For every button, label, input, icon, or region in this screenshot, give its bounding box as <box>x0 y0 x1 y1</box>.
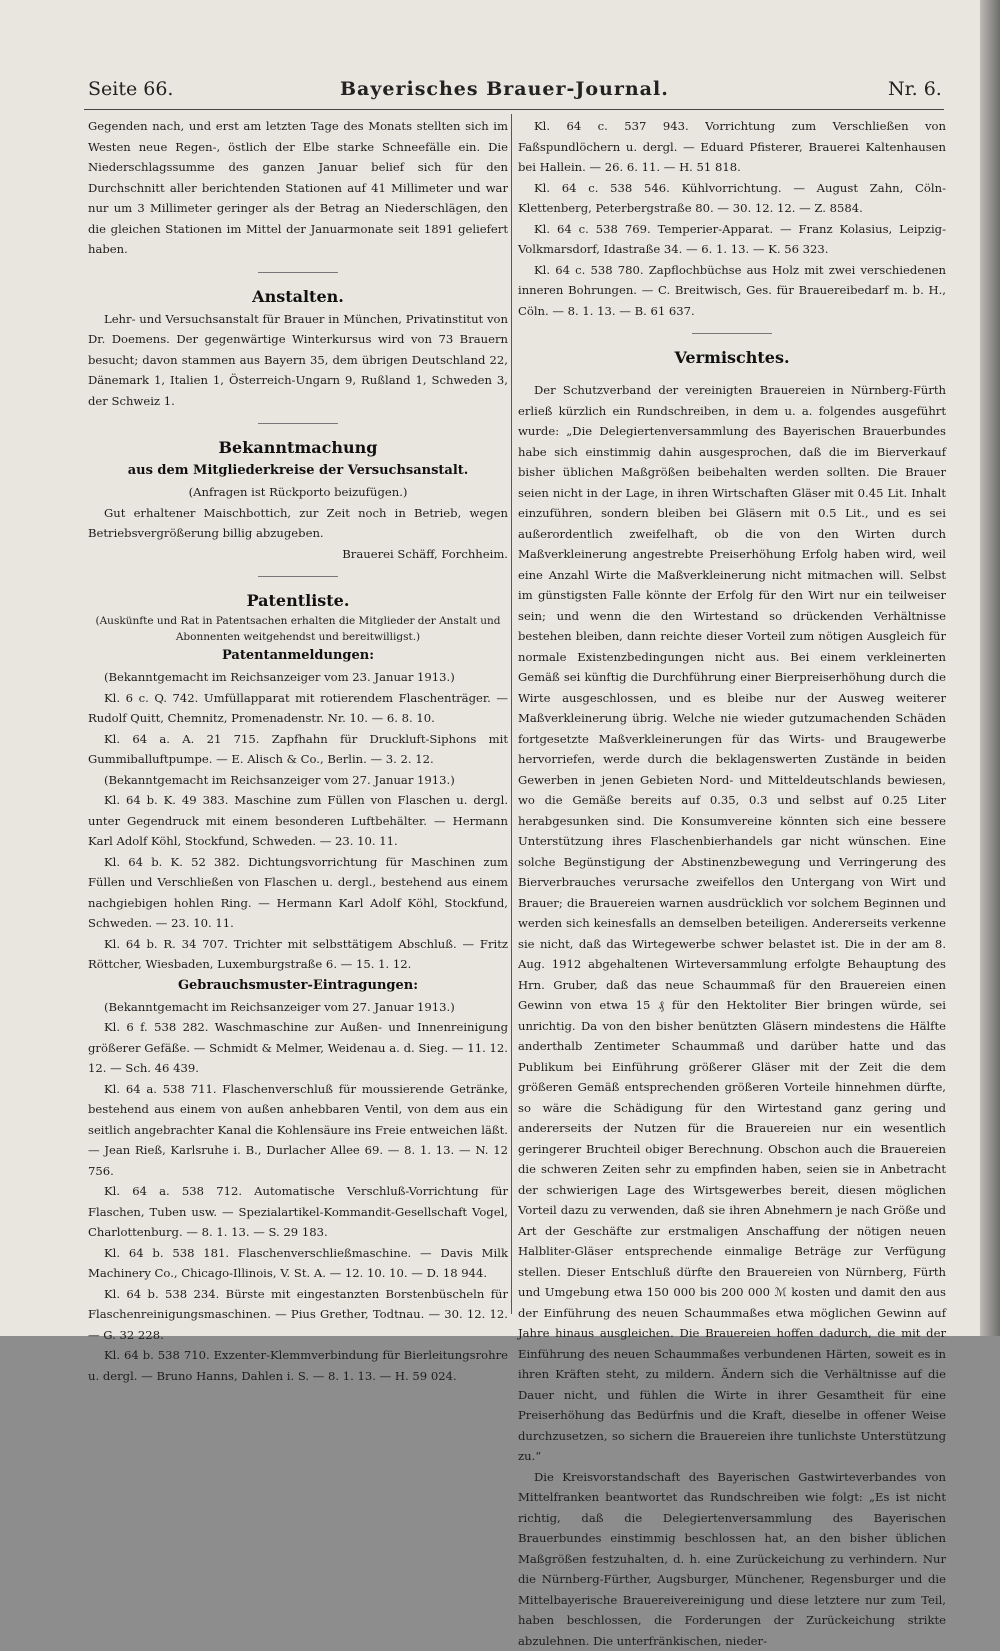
section-title-bekanntmachung: Bekanntmachung <box>88 436 508 460</box>
right-column <box>518 116 946 1651</box>
gebrauchsmuster-title: Gebrauchsmuster-Eintragungen: <box>88 975 508 997</box>
gebrauchsmuster-entry: Kl. 64 a. 538 711. Flaschenverschluß für moussierende Getränke, bestehend aus einem von außen anhebbaren Ventil, von dem aus ein seitlich angebrachter Kanal die Kohlensäure ins Freie entweichen läßt. — Jean Rieß, Karlsruhe i. B., Durlacher Allee 69. — 8. 1. 13. — N. 12 756. <box>88 1079 508 1182</box>
gebrauchsmuster-entry: Kl. 64 b. 538 181. Flaschenverschließmaschine. — Davis Milk Machinery Co., Chicago-Illinois, V. St. A. — 12. 10. 10. — D. 18 944. <box>88 1243 508 1284</box>
patent-entry: (Bekanntgemacht im Reichsanzeiger vom 27. Januar 1913.) <box>88 770 508 791</box>
page-number: Seite 66. <box>88 78 173 102</box>
patent-entry: Kl. 64 b. K. 49 383. Maschine zum Füllen von Flaschen u. dergl. unter Gegendruck mit einem besonderen Luftbehälter. — Hermann Karl Adolf Köhl, Stockfund, Schweden. — 23. 10. 11. <box>88 790 508 852</box>
vermischtes-paragraph: Die Kreisvorstandschaft des Bayerischen Gastwirteverbandes von Mittelfranken beantwortet das Rundschreiben wie folgt: „Es ist nicht richtig, daß die Delegiertenversammlung des Bayerischen Brauerbundes einstimmig beschlossen hat, an den bisher üblichen Maßgrößen festzuhalten, d. h. eine Zurückeichung zu verhindern. Nur die Nürnberg-Fürther, Augsburger, Münchener, Regensburger und die Mittelbayerische Brauereivereinigung und diese letztere nur zum Teil, haben beschlossen, die Forderungen der Zurückeichung strikte abzulehnen. Die unterfränkischen, nieder- <box>518 1467 946 1651</box>
gebrauchsmuster-entry: Kl. 64 b. 538 710. Exzenter-Klemmverbindung für Bierleitungsrohre u. dergl. — Bruno Hanns, Dahlen i. S. — 8. 1. 13. — H. 59 024. <box>88 1345 508 1386</box>
gebrauchsmuster-entry: Kl. 64 c. 538 780. Zapflochbüchse aus Holz mit zwei verschiedenen inneren Bohrungen. — C. Breitwisch, Ges. für Brauereibedarf m. b. H., Cöln. — 8. 1. 13. — B. 61 637. <box>518 260 946 322</box>
gebrauchsmuster-entry: Kl. 64 b. 538 234. Bürste mit eingestanzten Borstenbüscheln für Flaschenreinigungsmaschinen. — Pius Grether, Todtnau. — 30. 12. 12. — G. 32 228. <box>88 1284 508 1346</box>
section-title-vermischtes: Vermischtes. <box>518 346 946 370</box>
patent-entry: Kl. 64 b. K. 52 382. Dichtungsvorrichtung für Maschinen zum Füllen und Verschließen von Flaschen u. dergl., bestehend aus einem nachgiebigen hohlen Ring. — Hermann Karl Adolf Köhl, Stockfund, Schweden. — 23. 10. 11. <box>88 852 508 934</box>
column-divider <box>511 114 512 1314</box>
gebrauchsmuster-entry: Kl. 64 c. 538 546. Kühlvorrichtung. — August Zahn, Cöln-Klettenberg, Peterbergstraße 80. — 30. 12. 12. — Z. 8584. <box>518 178 946 219</box>
patent-entry: Kl. 64 b. R. 34 707. Trichter mit selbsttätigem Abschluß. — Fritz Röttcher, Wiesbaden, Luxemburgstraße 6. — 15. 1. 12. <box>88 934 508 975</box>
patentanmeldungen-title: Patentanmeldungen: <box>88 645 508 667</box>
page-edge-shadow <box>980 0 1000 1336</box>
left-column <box>88 116 508 1386</box>
section-title-patentliste: Patentliste. <box>88 589 508 613</box>
section-divider <box>692 333 772 334</box>
patentliste-note: (Auskünfte und Rat in Patentsachen erhalten die Mitglieder der Anstalt und Abonnenten weitgehendst und bereitwilligst.) <box>88 613 508 645</box>
section-divider <box>258 272 338 273</box>
section-title-anstalten: Anstalten. <box>88 285 508 309</box>
bekanntmachung-note: (Anfragen ist Rückporto beizufügen.) <box>88 482 508 503</box>
section-divider <box>258 423 338 424</box>
issue-number: Nr. 6. <box>888 78 942 102</box>
section-divider <box>258 576 338 577</box>
vermischtes-paragraph: Der Schutzverband der vereinigten Brauereien in Nürnberg-Fürth erließ kürzlich ein Rundschreiben, in dem u. a. folgendes ausgeführt wurde: „Die Delegiertenversammlung des Bayerischen Brauerbundes habe sich einstimmig dahin ausgesprochen, daß die im Bierverkauf bisher üblichen Maßgrößen beibehalten werden sollten. Die Brauer seien nicht in der Lage, in ihren Wirtschaften Gläser mit 0.45 Lit. Inhalt einzuführen, sondern bleiben bei Gläsern mit 0.5 Lit., und es sei außerordentlich zweifelhaft, ob die von den Wirten durch Maßverkleinerung angestrebte Preiserhöhung Erfolg haben wird, weil eine Anzahl Wirte die Maßverkleinerung nicht mitmachen will. Selbst im günstigsten Falle könnte der Erfolg für den Wirt nur ein teilweiser sein; und wenn die den Wirtestand so drückenden Verhältnisse bestehen bleiben, dann reichte dieser Vorteil zum nötigen Ausgleich für normale Existenzbedingungen nicht aus. Bei einem verkleinerten Gemäß sei künftig die Durchführung einer Bierpreiserhöhung durch die Wirte ausgeschlossen, und es bleibe nur der Ausweg weiterer Maßverkleinerung übrig. Welche nie wieder gutzumachenden Schäden fortgesetzte Maßverkleinerungen für das Wirts- und Braugewerbe hervorriefen, werde durch die beklagenswerten Zustände in beiden Gewerben in jenen Gebieten Nord- und Mitteldeutschlands bewiesen, wo die Gemäße bereits auf 0.35, 0.3 und selbst auf 0.25 Liter herabgesunken sind. Die Konsumvereine könnten sich eine bessere Unterstützung ihres Flaschenbierhandels gar nicht wünschen. Eine solche Begünstigung der Abstinenzbewegung und Verringerung des Bierverbrauches verursache zweifellos den Untergang von Wirt und Brauer; die Brauereien warnen ausdrücklich vor solchem Beginnen und werden sich keinesfalls an demselben beteiligen. Andererseits verkenne sie nicht, daß das Wirtegewerbe schwer belastet ist. Die in der am 8. Aug. 1912 abgehaltenen Wirteversammlung erfolgte Behauptung des Hrn. Gruber, daß das neue Schaummaß für den Brauereien einen Gewinn von etwa 15 ₰ für den Hektoliter Bier bringen würde, sei unrichtig. Da von den bisher benützten Gläsern mindestens die Hälfte anderthalb Zentimeter Schaummaß und darüber hatte und das Publikum bei Einführung größerer Gläser mit der Zeit die dem größeren Gemäß entsprechenden größeren Vorteile hinnehmen dürfte, so wäre die Schädigung für den Wirtestand ganz gering und andererseits der Nutzen für die Brauereien nur ein wesentlich geringerer Bruchteil obiger Berechnung. Obschon auch die Brauereien die schweren Zeiten sehr zu empfinden haben, seien sie in Anbetracht der schwierigen Lage des Wirtsgewerbes bereit, diesen möglichen Vorteil dazu zu verwenden, daß sie ihren Abnehmern je nach Größe und Art der Geschäfte zur erstmaligen Anschaffung der nötigen neuen Halbliter-Gläser entsprechende einmalige Beträge zur Verfügung stellen. Dieser Entschluß dürfte den Brauereien von Nürnberg, Fürth und Umgebung etwa 150 000 bis 200 000 ℳ kosten und damit den aus der Einführung des neuen Schaummaßes etwa möglichen Gewinn auf Jahre hinaus ausgleichen. Die Brauereien hoffen dadurch, die mit der Einführung des neuen Schaummaßes verbundenen Härten, soweit es in ihren Kräften steht, zu mildern. Ändern sich die Verhältnisse auf die Dauer nicht, und fühlen die Wirte in ihrer Gesamtheit für eine Preiserhöhung das Bedürfnis und die Kraft, dieselbe in offener Weise durchzusetzen, so sichern die Brauereien ihre tunlichste Unterstützung zu.“ <box>518 380 946 1467</box>
patent-entry: Kl. 64 a. A. 21 715. Zapfhahn für Druckluft-Siphons mit Gummiballuftpumpe. — E. Alisch & Co., Berlin. — 3. 2. 12. <box>88 729 508 770</box>
bekanntmachung-text: Gut erhaltener Maischbottich, zur Zeit noch in Betrieb, wegen Betriebsvergrößerung billig abzugeben. <box>88 503 508 544</box>
intro-paragraph: Gegenden nach, und erst am letzten Tage des Monats stellten sich im Westen neue Regen-, östlich der Elbe starke Schneefälle ein. Die Niederschlagssumme des ganzen Januar belief sich für den Durchschnitt aller berichtenden Stationen auf 41 Millimeter und war nur um 3 Millimeter geringer als der Betrag an Niederschlägen, den die gleichen Stationen im Mittel der Januarmonate seit 1891 geliefert haben. <box>88 116 508 260</box>
patent-entry: (Bekanntgemacht im Reichsanzeiger vom 23. Januar 1913.) <box>88 667 508 688</box>
header-rule <box>84 109 944 110</box>
journal-title: Bayerisches Brauer-Journal. <box>340 78 669 102</box>
gebrauchsmuster-entry: (Bekanntgemacht im Reichsanzeiger vom 27. Januar 1913.) <box>88 997 508 1018</box>
bekanntmachung-signature: Brauerei Schäff, Forchheim. <box>88 544 508 565</box>
gebrauchsmuster-entry: Kl. 64 a. 538 712. Automatische Verschluß-Vorrichtung für Flaschen, Tuben usw. — Spezialartikel-Kommandit-Gesellschaft Vogel, Charlottenburg. — 8. 1. 13. — S. 29 183. <box>88 1181 508 1243</box>
gebrauchsmuster-entry: Kl. 64 c. 538 769. Temperier-Apparat. — Franz Kolasius, Leipzig-Volkmarsdorf, Idastraße 34. — 6. 1. 13. — K. 56 323. <box>518 219 946 260</box>
gebrauchsmuster-entry: Kl. 64 c. 537 943. Vorrichtung zum Verschließen von Faßspundlöchern u. dergl. — Eduard Pfisterer, Brauerei Kaltenhausen bei Hallein. — 26. 6. 11. — H. 51 818. <box>518 116 946 178</box>
anstalten-text: Lehr- und Versuchsanstalt für Brauer in München, Privatinstitut von Dr. Doemens. Der gegenwärtige Winterkursus wird von 73 Brauern besucht; davon stammen aus Bayern 35, dem übrigen Deutschland 22, Dänemark 1, Italien 1, Österreich-Ungarn 9, Rußland 1, Schweden 3, der Schweiz 1. <box>88 309 508 412</box>
bekanntmachung-subtitle: aus dem Mitgliederkreise der Versuchsanstalt. <box>88 460 508 482</box>
patent-entry: Kl. 6 c. Q. 742. Umfüllapparat mit rotierendem Flaschenträger. — Rudolf Quitt, Chemnitz, Promenadenstr. Nr. 10. — 6. 8. 10. <box>88 688 508 729</box>
gebrauchsmuster-entry: Kl. 6 f. 538 282. Waschmaschine zur Außen- und Innenreinigung größerer Gefäße. — Schmidt & Melmer, Weidenau a. d. Sieg. — 11. 12. 12. — Sch. 46 439. <box>88 1017 508 1079</box>
